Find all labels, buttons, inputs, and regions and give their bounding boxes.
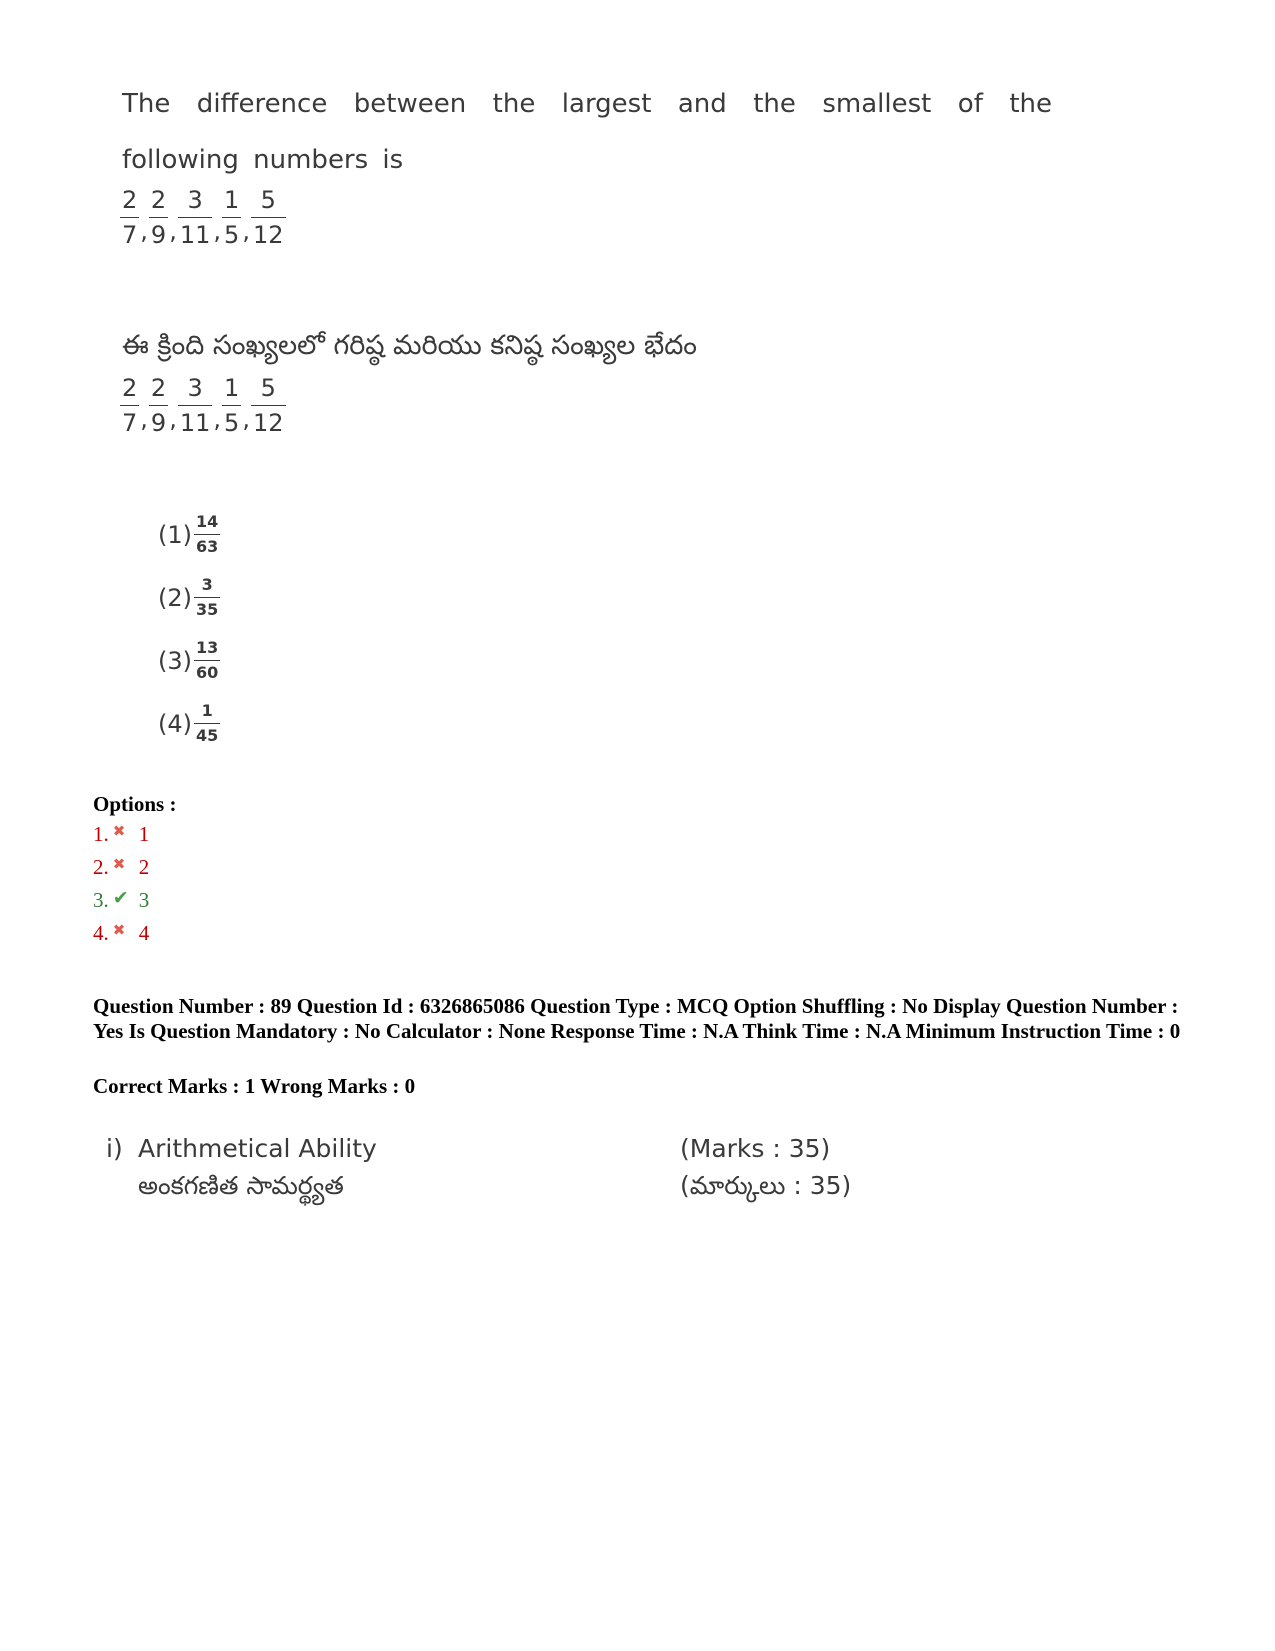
- comma: ,: [140, 217, 148, 245]
- fraction: $\frac{2}{9}$: [150, 374, 167, 437]
- fraction-list-te: [120, 374, 286, 437]
- answer-choice-2: (2) $\frac{3}{35}$: [158, 575, 219, 619]
- section-marks-te: (మార్కులు : 35): [680, 1171, 852, 1200]
- comma: ,: [213, 405, 222, 433]
- cross-icon: ✖: [112, 920, 126, 939]
- fraction: $\frac{2}{7}$: [122, 186, 138, 249]
- comma: ,: [169, 405, 177, 433]
- option-row-1: 1. ✖ 1: [93, 821, 150, 846]
- cross-icon: ✖: [112, 854, 126, 873]
- section-title-en: Arithmetical Ability: [138, 1134, 377, 1163]
- section-number: i): [106, 1134, 123, 1163]
- question-meta: Question Number : 89 Question Id : 6326865086 Question Type : MCQ Option Shuffling : No Display Question Number : Yes Is Question Mandatory : No Calculator : None Response Time : N.A Think Time : N.A Minimum Instruction Time : 0: [93, 994, 1181, 1043]
- fraction: $\frac{1}{5}$: [224, 186, 240, 249]
- fraction: $\frac{13}{60}$: [196, 638, 219, 682]
- question-text-te: ఈ క్రింది సంఖ్యలలో గరిష్ఠ మరియు కనిష్ఠ సంఖ్యల భేదం: [122, 330, 697, 361]
- cross-icon: ✖: [112, 821, 126, 840]
- options-label: Options :: [93, 792, 177, 816]
- option-row-3: 3. ✔ 3: [93, 886, 150, 912]
- answer-choice-1: (1) $\frac{14}{63}$: [158, 512, 219, 556]
- section-marks-en: (Marks : 35): [680, 1134, 831, 1163]
- comma: ,: [213, 217, 222, 245]
- comma: ,: [169, 217, 177, 245]
- option-row-2: 2. ✖ 2: [93, 854, 150, 879]
- option-row-4: 4. ✖ 4: [93, 920, 150, 945]
- comma: ,: [242, 217, 250, 245]
- check-icon: ✔: [112, 886, 129, 909]
- fraction: $\frac{3}{11}$: [179, 374, 211, 437]
- fraction: $\frac{5}{12}$: [252, 186, 284, 249]
- answer-choice-3: (3) $\frac{13}{60}$: [158, 638, 219, 682]
- fraction: $\frac{14}{63}$: [196, 512, 219, 556]
- fraction: $\frac{1}{45}$: [196, 701, 219, 745]
- fraction: $\frac{2}{9}$: [150, 186, 167, 249]
- answer-choice-4: (4) $\frac{1}{45}$: [158, 701, 219, 745]
- fraction: $\frac{5}{12}$: [252, 374, 284, 437]
- section-title-te: అంకగణిత సామర్థ్యత: [138, 1171, 344, 1200]
- question-marks: Correct Marks : 1 Wrong Marks : 0: [93, 1074, 416, 1098]
- comma: ,: [140, 405, 148, 433]
- question-text-en: The difference between the largest and the smallest of the following numbers is: [122, 89, 1052, 175]
- comma: ,: [242, 405, 250, 433]
- fraction: $\frac{2}{7}$: [122, 374, 138, 437]
- fraction: $\frac{1}{5}$: [224, 374, 240, 437]
- fraction: $\frac{3}{11}$: [179, 186, 211, 249]
- fraction: $\frac{3}{35}$: [196, 575, 219, 619]
- fraction-list-en: [120, 186, 286, 249]
